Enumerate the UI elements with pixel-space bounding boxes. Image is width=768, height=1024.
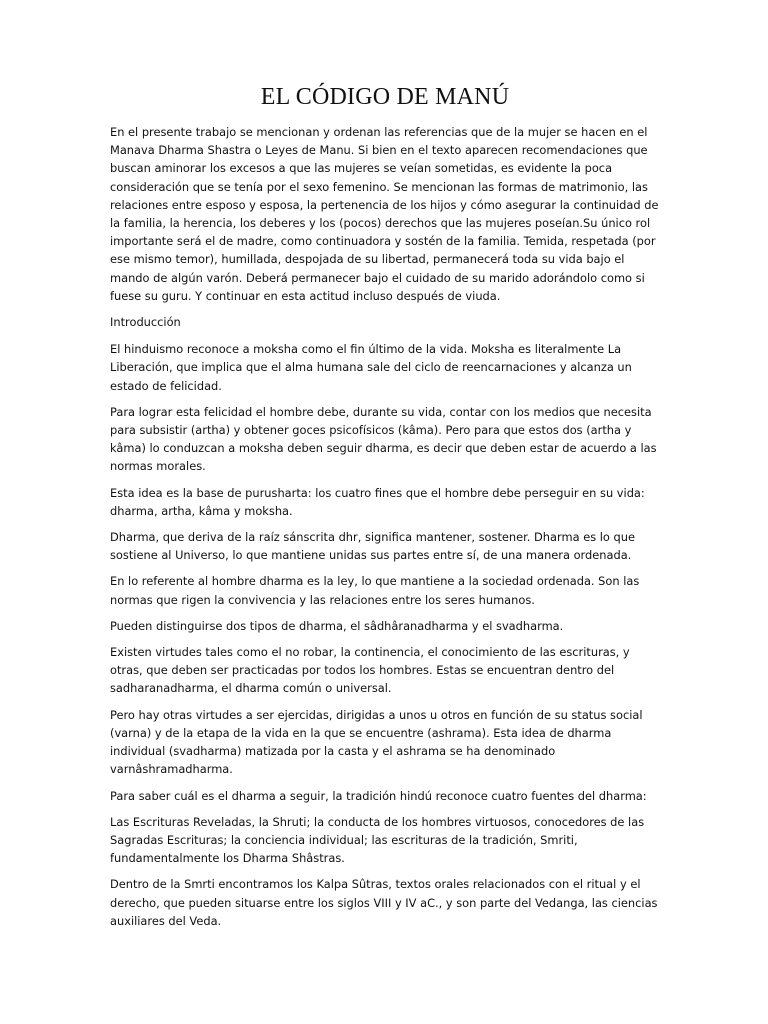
paragraph-sadharanadharma: Existen virtudes tales como el no robar, la continencia, el conocimiento de las escrituras, y otras, que deben ser practicadas por todos los hombres. Estas se encuentran dentro del sadharanadharma, el dharma común o universal. [110, 645, 630, 696]
paragraph-varnashramadharma: Pero hay otras virtudes a ser ejercidas, dirigidas a unos u otros en función de su status social (varna) y de la etapa de la vida en la que se encuentre (ashrama). Esta idea de dharma individual (svadharma) matizada por la casta y el ashrama se ha denominado varnâshramadharma. [110, 707, 643, 777]
paragraph-purusharta: Esta idea es la base de purusharta: los cuatro fines que el hombre debe perseguir en su vida: dharma, artha, kâma y moksha. [110, 485, 645, 518]
paragraph-abstract: En el presente trabajo se mencionan y ordenan las referencias que de la mujer se hacen en el Manava Dharma Shastra o Leyes de Manu. Si bien en el texto aparecen recomendaciones que buscan aminorar los excesos a que las mujeres se veían sometidas, es evidente la poca consideración que se tenía por el sexo femenino. Se mencionan las formas de matrimonio, las relaciones entre esposo y esposa, la pertenencia de los hijos y cómo asegurar la continuidad de la familia, la herencia, los deberes y los (pocos) derechos que las mujeres poseían.Su único rol importante será el de madre, como continuadora y sostén de la familia. Temida, respetada (por ese mismo temor), humillada, despojada de su libertad, permanecerá toda su vida bajo el mando de algún varón. Deberá permanecer bajo el cuidado de su marido adorándolo como si fuese su guru. Y continuar en esta actitud incluso después de viuda. [110, 125, 659, 303]
paragraph-moksha: El hinduismo reconoce a moksha como el fin último de la vida. Moksha es literalmente La Liberación, que implica que el alma humana sale del ciclo de reencarnaciones y alcanza un estado de felicidad. [110, 342, 632, 393]
paragraph-dharma-definition: Dharma, que deriva de la raíz sánscrita dhr, significa mantener, sostener. Dharma es lo que sostiene al Universo, lo que mantiene unidas sus partes entre sí, de una manera ordenada. [110, 530, 635, 563]
paragraph-dharma-sources: Las Escrituras Reveladas, la Shruti; la conducta de los hombres virtuosos, conocedores de las Sagradas Escrituras; la conciencia individual; las escrituras de la tradición, Smriti, fundamentalmente los Dharma Shâstras. [110, 814, 645, 866]
paragraph-kalpa-sutras: Dentro de la Smrti encontramos los Kalpa Sûtras, textos orales relacionados con el ritual y el derecho, que pueden situarse entre los siglos VIII y IV aC., y son parte del Vedanga, las ciencias auxiliares del Veda. [110, 877, 658, 928]
paragraph-dharma-sources-intro: Para saber cuál es el dharma a seguir, la tradición hindú reconoce cuatro fuentes del dharma: [110, 788, 647, 803]
document-page [110, 84, 660, 938]
paragraph-artha-kama: Para lograr esta felicidad el hombre debe, durante su vida, contar con los medios que necesita para subsistir (artha) y obtener goces psicofísicos (kâma). Pero para que estos dos (artha y kâma) lo conduzcan a moksha deben seguir dharma, es decir que deben estar de acuerdo a las normas morales. [110, 404, 657, 474]
document-title: EL CÓDIGO DE MANÚ [260, 84, 510, 110]
paragraph-dharma-types: Pueden distinguirse dos tipos de dharma, el sâdhâranadharma y el svadharma. [110, 618, 564, 633]
paragraph-dharma-ley: En lo referente al hombre dharma es la ley, lo que mantiene a la sociedad ordenada. Son las normas que rigen la convivencia y las relaciones entre los seres humanos. [110, 574, 640, 607]
section-heading-introduccion: Introducción [110, 315, 181, 330]
